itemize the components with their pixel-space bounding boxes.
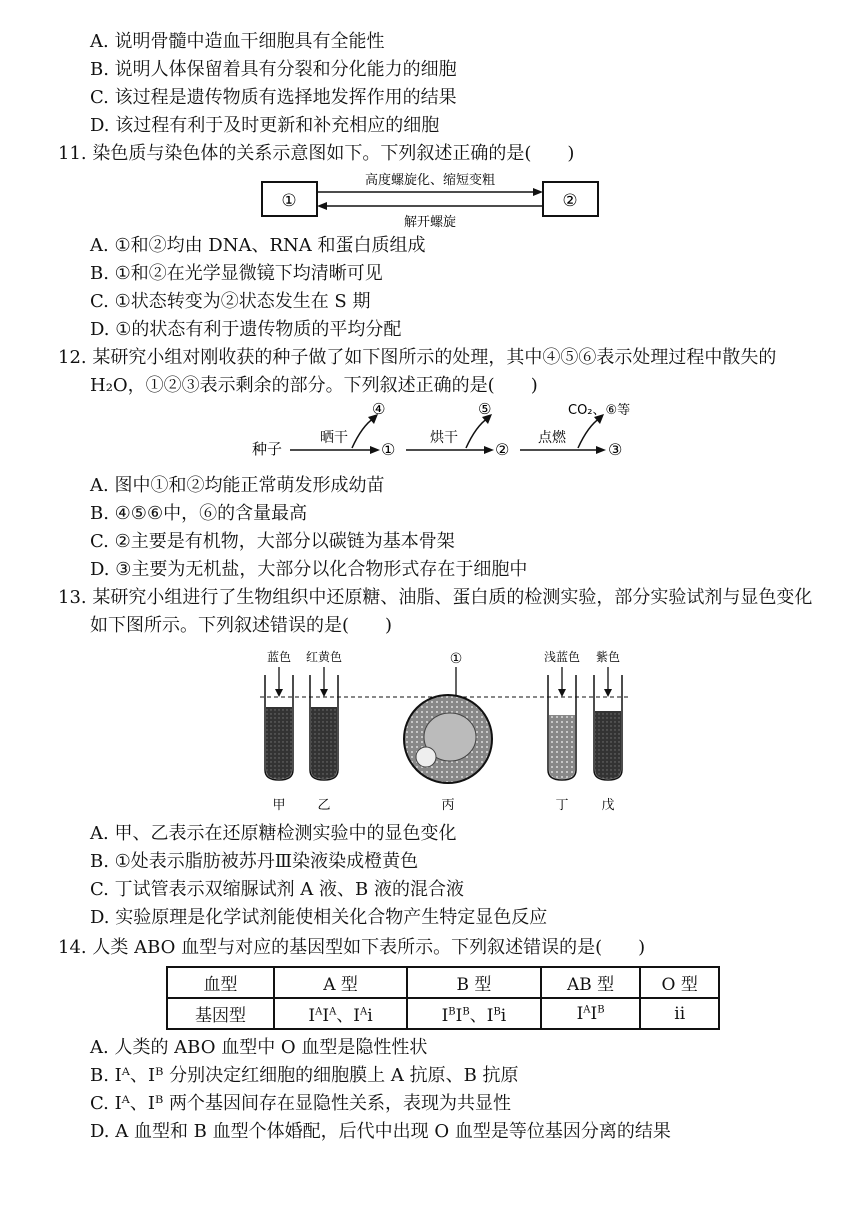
lost3-arrow <box>578 418 600 448</box>
lost2-label: ⑤ <box>478 400 492 418</box>
t2-drop-arrowhead <box>320 689 328 697</box>
tube-jia-liquid <box>266 707 292 779</box>
blood-type-table <box>166 966 720 1030</box>
q12-option-b: B. ④⑤⑥中，⑥的含量最高 <box>90 503 308 524</box>
t5-color-label: 紫色 <box>595 650 621 664</box>
q10-option-b: B. 说明人体保留着具有分裂和分化能力的细胞 <box>90 59 457 80</box>
q12-option-d: D. ③主要为无机盐，大部分以化合物形式存在于细胞中 <box>90 559 528 580</box>
step2-arrowhead <box>484 446 494 454</box>
genotype-a: $I^AI^A$、$I^Ai$ <box>274 998 407 1029</box>
q14-option-a: A. 人类的 ABO 血型中 O 血型是隐性性状 <box>90 1037 428 1058</box>
q13-stem-line1: 13. 某研究小组进行了生物组织中还原糖、油脂、蛋白质的检测实验，部分实验试剂与显色变化 <box>58 587 813 608</box>
step1-arrowhead <box>370 446 380 454</box>
q13-option-a: A. 甲、乙表示在还原糖检测实验中的显色变化 <box>90 823 457 844</box>
lost1-label: ④ <box>372 400 386 418</box>
cell-inclusion <box>416 747 436 767</box>
step2-label: 烘干 <box>430 430 458 446</box>
genotype-ab: $I^AI^B$ <box>541 998 641 1029</box>
q14-option-b: B. Iᴬ、Iᴮ 分别决定红细胞的细胞膜上 A 抗原、B 抗原 <box>90 1065 519 1086</box>
cell-mark-label: ① <box>449 651 463 667</box>
label-ding: 丁 <box>555 798 569 813</box>
q14-option-c: C. Iᴬ、Iᴮ 两个基因间存在显隐性关系，表现为共显性 <box>90 1093 512 1114</box>
q11-option-d: D. ①的状态有利于遗传物质的平均分配 <box>90 319 402 340</box>
table-cell: O 型 <box>640 967 719 998</box>
table-cell: ii <box>640 998 719 1029</box>
q11-option-b: B. ①和②在光学显微镜下均清晰可见 <box>90 263 383 284</box>
tube-ding-liquid <box>549 715 575 779</box>
condense-label: 高度螺旋化、缩短变粗 <box>364 173 496 188</box>
q12-stem-line1: 12. 某研究小组对刚收获的种子做了如下图所示的处理，其中④⑤⑥表示处理过程中散失的 <box>58 347 777 368</box>
q11-stem: 11. 染色质与染色体的关系示意图如下。下列叙述正确的是( ) <box>58 143 575 164</box>
r1-label: ① <box>381 440 396 459</box>
table-row <box>167 967 719 998</box>
t5-drop-arrowhead <box>604 689 612 697</box>
lost1-arrow <box>352 418 374 448</box>
step3-arrowhead <box>596 446 606 454</box>
table-cell: 基因型 <box>167 998 274 1029</box>
table-row <box>167 998 719 1029</box>
reverse-arrowhead <box>317 202 327 210</box>
lost3-label: CO₂、⑥等 <box>568 403 631 418</box>
q12-stem-line2: H₂O，①②③表示剩余的部分。下列叙述正确的是( ) <box>90 375 538 396</box>
table-cell: AB 型 <box>541 967 641 998</box>
q11-option-a: A. ①和②均由 DNA、RNA 和蛋白质组成 <box>90 235 426 256</box>
label-wu: 戊 <box>601 798 615 813</box>
q10-option-d: D. 该过程有利于及时更新和补充相应的细胞 <box>90 115 440 136</box>
forward-arrowhead <box>533 188 543 196</box>
genotype-b: $I^BI^B$、$I^Bi$ <box>407 998 541 1029</box>
seed-label: 种子 <box>252 440 283 458</box>
unwind-label: 解开螺旋 <box>403 215 457 230</box>
q12-option-c: C. ②主要是有机物，大部分以碳链为基本骨架 <box>90 531 455 552</box>
label-bing: 丙 <box>441 798 455 813</box>
q11-option-c: C. ①状态转变为②状态发生在 S 期 <box>90 291 371 312</box>
table-cell: 血型 <box>167 967 274 998</box>
step1-label: 晒干 <box>320 430 348 446</box>
r3-label: ③ <box>608 440 623 459</box>
table-cell: B 型 <box>407 967 541 998</box>
t4-color-label: 浅蓝色 <box>543 650 581 664</box>
q12-option-a: A. 图中①和②均能正常萌发形成幼苗 <box>90 475 385 496</box>
t1-drop-arrowhead <box>275 689 283 697</box>
q13-option-c: C. 丁试管表示双缩脲试剂 A 液、B 液的混合液 <box>90 879 464 900</box>
r2-label: ② <box>495 440 510 459</box>
q14-stem: 14. 人类 ABO 血型与对应的基因型如下表所示。下列叙述错误的是( ) <box>58 937 646 958</box>
t1-color-label: 蓝色 <box>266 650 292 664</box>
q11-diagram <box>250 166 610 232</box>
label-jia: 甲 <box>272 798 286 813</box>
q10-option-a: A. 说明骨髓中造血干细胞具有全能性 <box>90 31 385 52</box>
q13-diagram <box>250 645 640 817</box>
q13-option-b: B. ①处表示脂肪被苏丹Ⅲ染液染成橙黄色 <box>90 851 419 872</box>
lost2-arrow <box>466 418 488 448</box>
q12-diagram <box>250 398 650 468</box>
q13-stem-line2: 如下图所示。下列叙述错误的是( ) <box>90 615 393 636</box>
step3-label: 点燃 <box>538 430 566 446</box>
tube-yi-liquid <box>311 707 337 779</box>
t2-color-label: 红黄色 <box>305 650 343 664</box>
table-cell: A 型 <box>274 967 407 998</box>
q14-option-d: D. A 血型和 B 血型个体婚配，后代中出现 O 血型是等位基因分离的结果 <box>90 1121 671 1142</box>
q10-option-c: C. 该过程是遗传物质有选择地发挥作用的结果 <box>90 87 457 108</box>
t4-drop-arrowhead <box>558 689 566 697</box>
q13-option-d: D. 实验原理是化学试剂能使相关化合物产生特定显色反应 <box>90 907 548 928</box>
box2-label: ② <box>562 191 578 211</box>
label-yi: 乙 <box>317 798 331 813</box>
tube-wu-liquid <box>595 711 621 779</box>
box1-label: ① <box>281 191 297 211</box>
